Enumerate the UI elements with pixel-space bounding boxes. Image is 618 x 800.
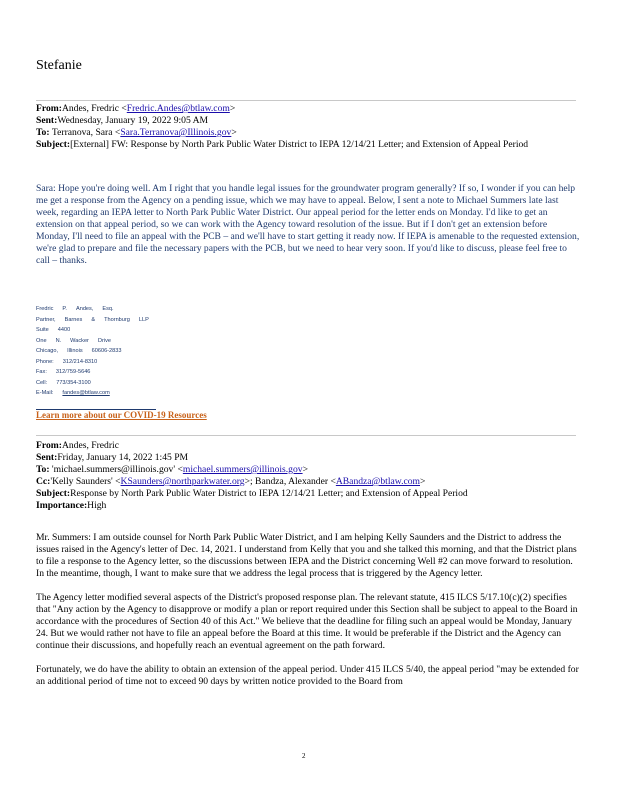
email2-subject: Subject:Response by North Park Public Water District to IEPA 12/14/21 Letter; and Extension of Appeal Period	[36, 488, 468, 499]
email1-to-email-link[interactable]: Sara.Terranova@Illinois.gov	[120, 127, 232, 138]
page-number: 2	[302, 752, 306, 760]
sig-row-cell: Cell: 773/354-3100	[36, 379, 91, 386]
sig-row-name: Fredric P. Andes, Esq.	[36, 306, 114, 312]
email2-cc-email2-link[interactable]: ABandza@btlaw.com	[335, 476, 420, 487]
email2-sent: Sent:Friday, January 14, 2022 1:45 PM	[36, 452, 189, 463]
email1-signature	[36, 304, 296, 399]
email1-from-email-link[interactable]: Fredric.Andes@btlaw.com	[126, 103, 230, 114]
email2-from: From:Andes, Fredric	[36, 440, 119, 451]
sig-row-phone: Phone: 312/214-8310	[36, 358, 98, 365]
email2-paragraph-3: Fortunately, we do have the ability to obtain an extension of the appeal period. Under 415 ILCS 5/40, the appeal period "may be extended for an additional period of time not to exceed 90 days by written notice provided to the Board from	[36, 664, 579, 687]
email2-importance: Importance:High	[36, 500, 107, 511]
sig-row-title: Partner, Barnes & Thornburg LLP	[36, 316, 149, 323]
email2-header	[36, 440, 581, 512]
header-divider	[36, 100, 576, 101]
email2-body	[36, 532, 581, 700]
email2-to: To: 'michael.summers@illinois.gov' <michael.summers@illinois.gov>	[36, 464, 308, 475]
email1-from: From:Andes, Fredric <Fredric.Andes@btlaw.com>	[36, 103, 236, 114]
email2-paragraph-2: The Agency letter modified several aspects of the District's proposed response plan. The relevant statute, 415 ILCS 5/17.10(c)(2) specifies that "Any action by the Agency to disapprove or modify a plan or report required under this Section shall be subject to appeal to the Board in accordance with the procedures of Section 40 of this Act." We believe that the deadline for filing such an appeal would be Monday, January 24. But we would rather not have to file an appeal before the Board at this time. It would be preferable if the District and the Agency can continue their discussions, and hopefully reach an eventual agreement on the path forward.	[36, 592, 578, 651]
email1-subject: Subject:[External] FW: Response by North Park Public Water District to IEPA 12/14/21 Letter; and Extension of Appeal Period	[36, 139, 529, 150]
email2-cc: Cc:'Kelly Saunders' <KSaunders@northparkwater.org>; Bandza, Alexander <ABandza@btlaw.com>	[36, 476, 426, 487]
email1-sent: Sent:Wednesday, January 19, 2022 9:05 AM	[36, 115, 209, 126]
email1-header	[36, 103, 581, 151]
email-divider	[36, 435, 576, 436]
sig-row-city: Chicago, Illinois 60606-2833	[36, 348, 122, 354]
sig-row-street: One N. Wacker Drive	[36, 337, 111, 344]
email1-to: To: Terranova, Sara <Sara.Terranova@Illinois.gov>	[36, 127, 237, 138]
sig-row-email: E-Mail: fandes@btlaw.com	[36, 388, 296, 399]
email2-to-email-link[interactable]: michael.summers@illinois.gov	[182, 464, 303, 475]
covid-resources-link[interactable]: Learn more about our COVID-19 Resources	[36, 410, 207, 420]
email2-paragraph-1: Mr. Summers: I am outside counsel for North Park Public Water District, and I am helping Kelly Saunders and the District to address the issues raised in the Agency's letter of Dec. 14, 2021. I understand from Kelly that you and she talked this morning, and that the District plans to file a response to the Agency letter, so the discussions between IEPA and the District concerning Well #2 can move forward to resolution. In the meantime, though, I want to make sure that we address the legal process that is triggered by the Agency letter.	[36, 532, 577, 579]
email1-body: Sara: Hope you're doing well. Am I right that you handle legal issues for the groundwater program generally? If so, I wonder if you can help me get a response from the Agency on a pending issue, which we may have to appeal. Below, I sent a note to Michael Summers late last week, regarding an IEPA letter to North Park Public Water District. Our appeal period for the letter ends on Monday. I'd like to get an extension on that appeal period, so we can work with the Agency toward resolution of the issue. But if I don't get an extension before Monday, I'll need to file an appeal with the PCB – and we'll have to start getting it ready now. If IEPA is amenable to the requested extension, we're glad to prepare and file the necessary papers with the PCB, but we need to hear very soon. If you'd like to discuss, please feel free to call – thanks.	[36, 183, 580, 266]
sig-row-suite: Suite 4400	[36, 327, 71, 333]
email2-cc-email1-link[interactable]: KSaunders@northparkwater.org	[120, 476, 245, 487]
sig-email-link[interactable]: fandes@btlaw.com	[62, 390, 110, 396]
page-top-name: Stefanie	[36, 58, 82, 73]
sig-row-fax: Fax: 312/759-5646	[36, 369, 91, 375]
